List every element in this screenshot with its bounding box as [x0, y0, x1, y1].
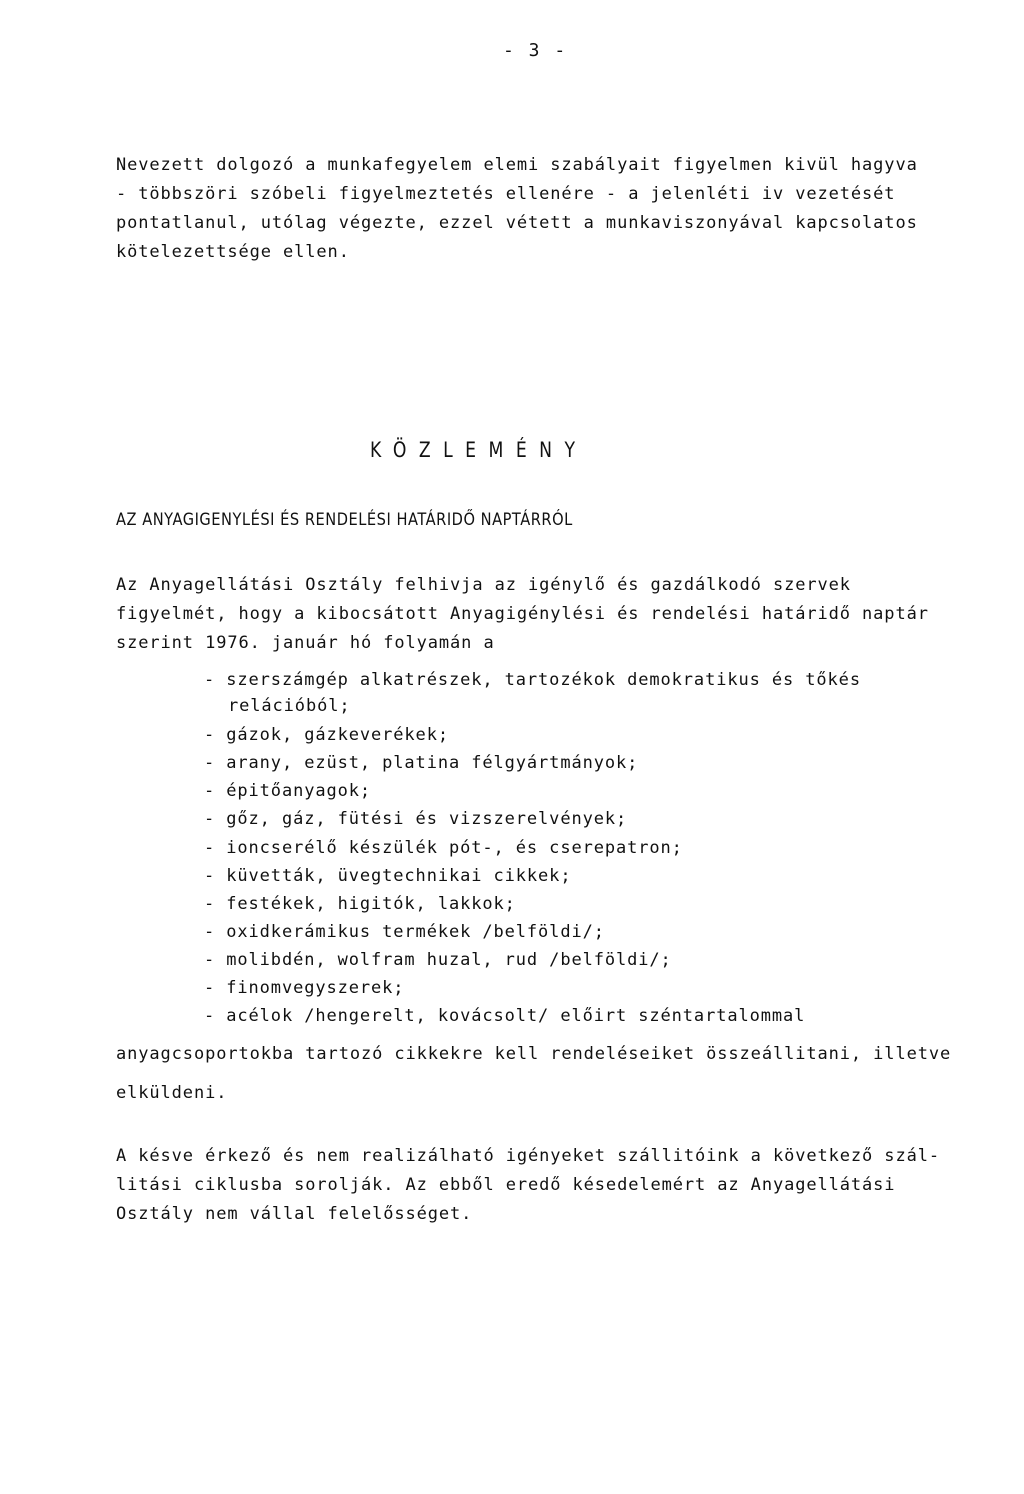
- body-line: figyelmét, hogy a kibocsátott Anyagigénylési és rendelési határidő naptár: [116, 604, 929, 624]
- body-line: szerint 1976. január hó folyamán a: [116, 633, 495, 653]
- list-item: - küvetták, üvegtechnikai cikkek;: [204, 866, 572, 886]
- notice-subtitle: AZ ANYAGIGENYLÉSI ÉS RENDELÉSI HATÁRIDŐ NAPTÁRRÓL: [116, 510, 573, 530]
- list-item-continuation: relációból;: [228, 696, 351, 716]
- closing-line: anyagcsoportokba tartozó cikkekre kell rendeléseiket összeállitani, illetve: [116, 1044, 952, 1064]
- list-item: - oxidkerámikus termékek /belföldi/;: [204, 922, 605, 942]
- final-line: A késve érkező és nem realizálható igényeket szállitóink a következő szál-: [116, 1146, 940, 1166]
- intro-line: pontatlanul, utólag végezte, ezzel vétett a munkaviszonyával kapcsolatos: [116, 213, 918, 233]
- list-item: - gőz, gáz, fütési és vizszerelvények;: [204, 809, 628, 829]
- page-number: - 3 -: [503, 40, 568, 61]
- list-item: - arany, ezüst, platina félgyártmányok;: [204, 753, 639, 773]
- final-line: Osztály nem vállal felelősséget.: [116, 1204, 473, 1224]
- notice-title: KÖZLEMÉNY: [370, 438, 588, 462]
- final-line: litási ciklusba sorolják. Az ebből eredő késedelemért az Anyagellátási: [116, 1175, 896, 1195]
- list-item: - festékek, higitók, lakkok;: [204, 894, 516, 914]
- list-item: - gázok, gázkeverékek;: [204, 725, 449, 745]
- list-item: - szerszámgép alkatrészek, tartozékok demokratikus és tőkés: [204, 670, 861, 690]
- body-line: Az Anyagellátási Osztály felhivja az igénylő és gazdálkodó szervek: [116, 575, 851, 595]
- list-item: - molibdén, wolfram huzal, rud /belföldi/;: [204, 950, 672, 970]
- intro-line: kötelezettsége ellen.: [116, 242, 350, 262]
- list-item: - finomvegyszerek;: [204, 978, 405, 998]
- list-item: - acélok /hengerelt, kovácsolt/ előirt széntartalommal: [204, 1006, 806, 1026]
- intro-line: Nevezett dolgozó a munkafegyelem elemi szabályait figyelmen kivül hagyva: [116, 155, 918, 175]
- list-item: - épitőanyagok;: [204, 781, 372, 801]
- intro-line: - többszöri szóbeli figyelmeztetés ellenére - a jelenléti iv vezetését: [116, 184, 896, 204]
- list-item: - ioncserélő készülék pót-, és cserepatron;: [204, 838, 683, 858]
- closing-line: elküldeni.: [116, 1083, 228, 1103]
